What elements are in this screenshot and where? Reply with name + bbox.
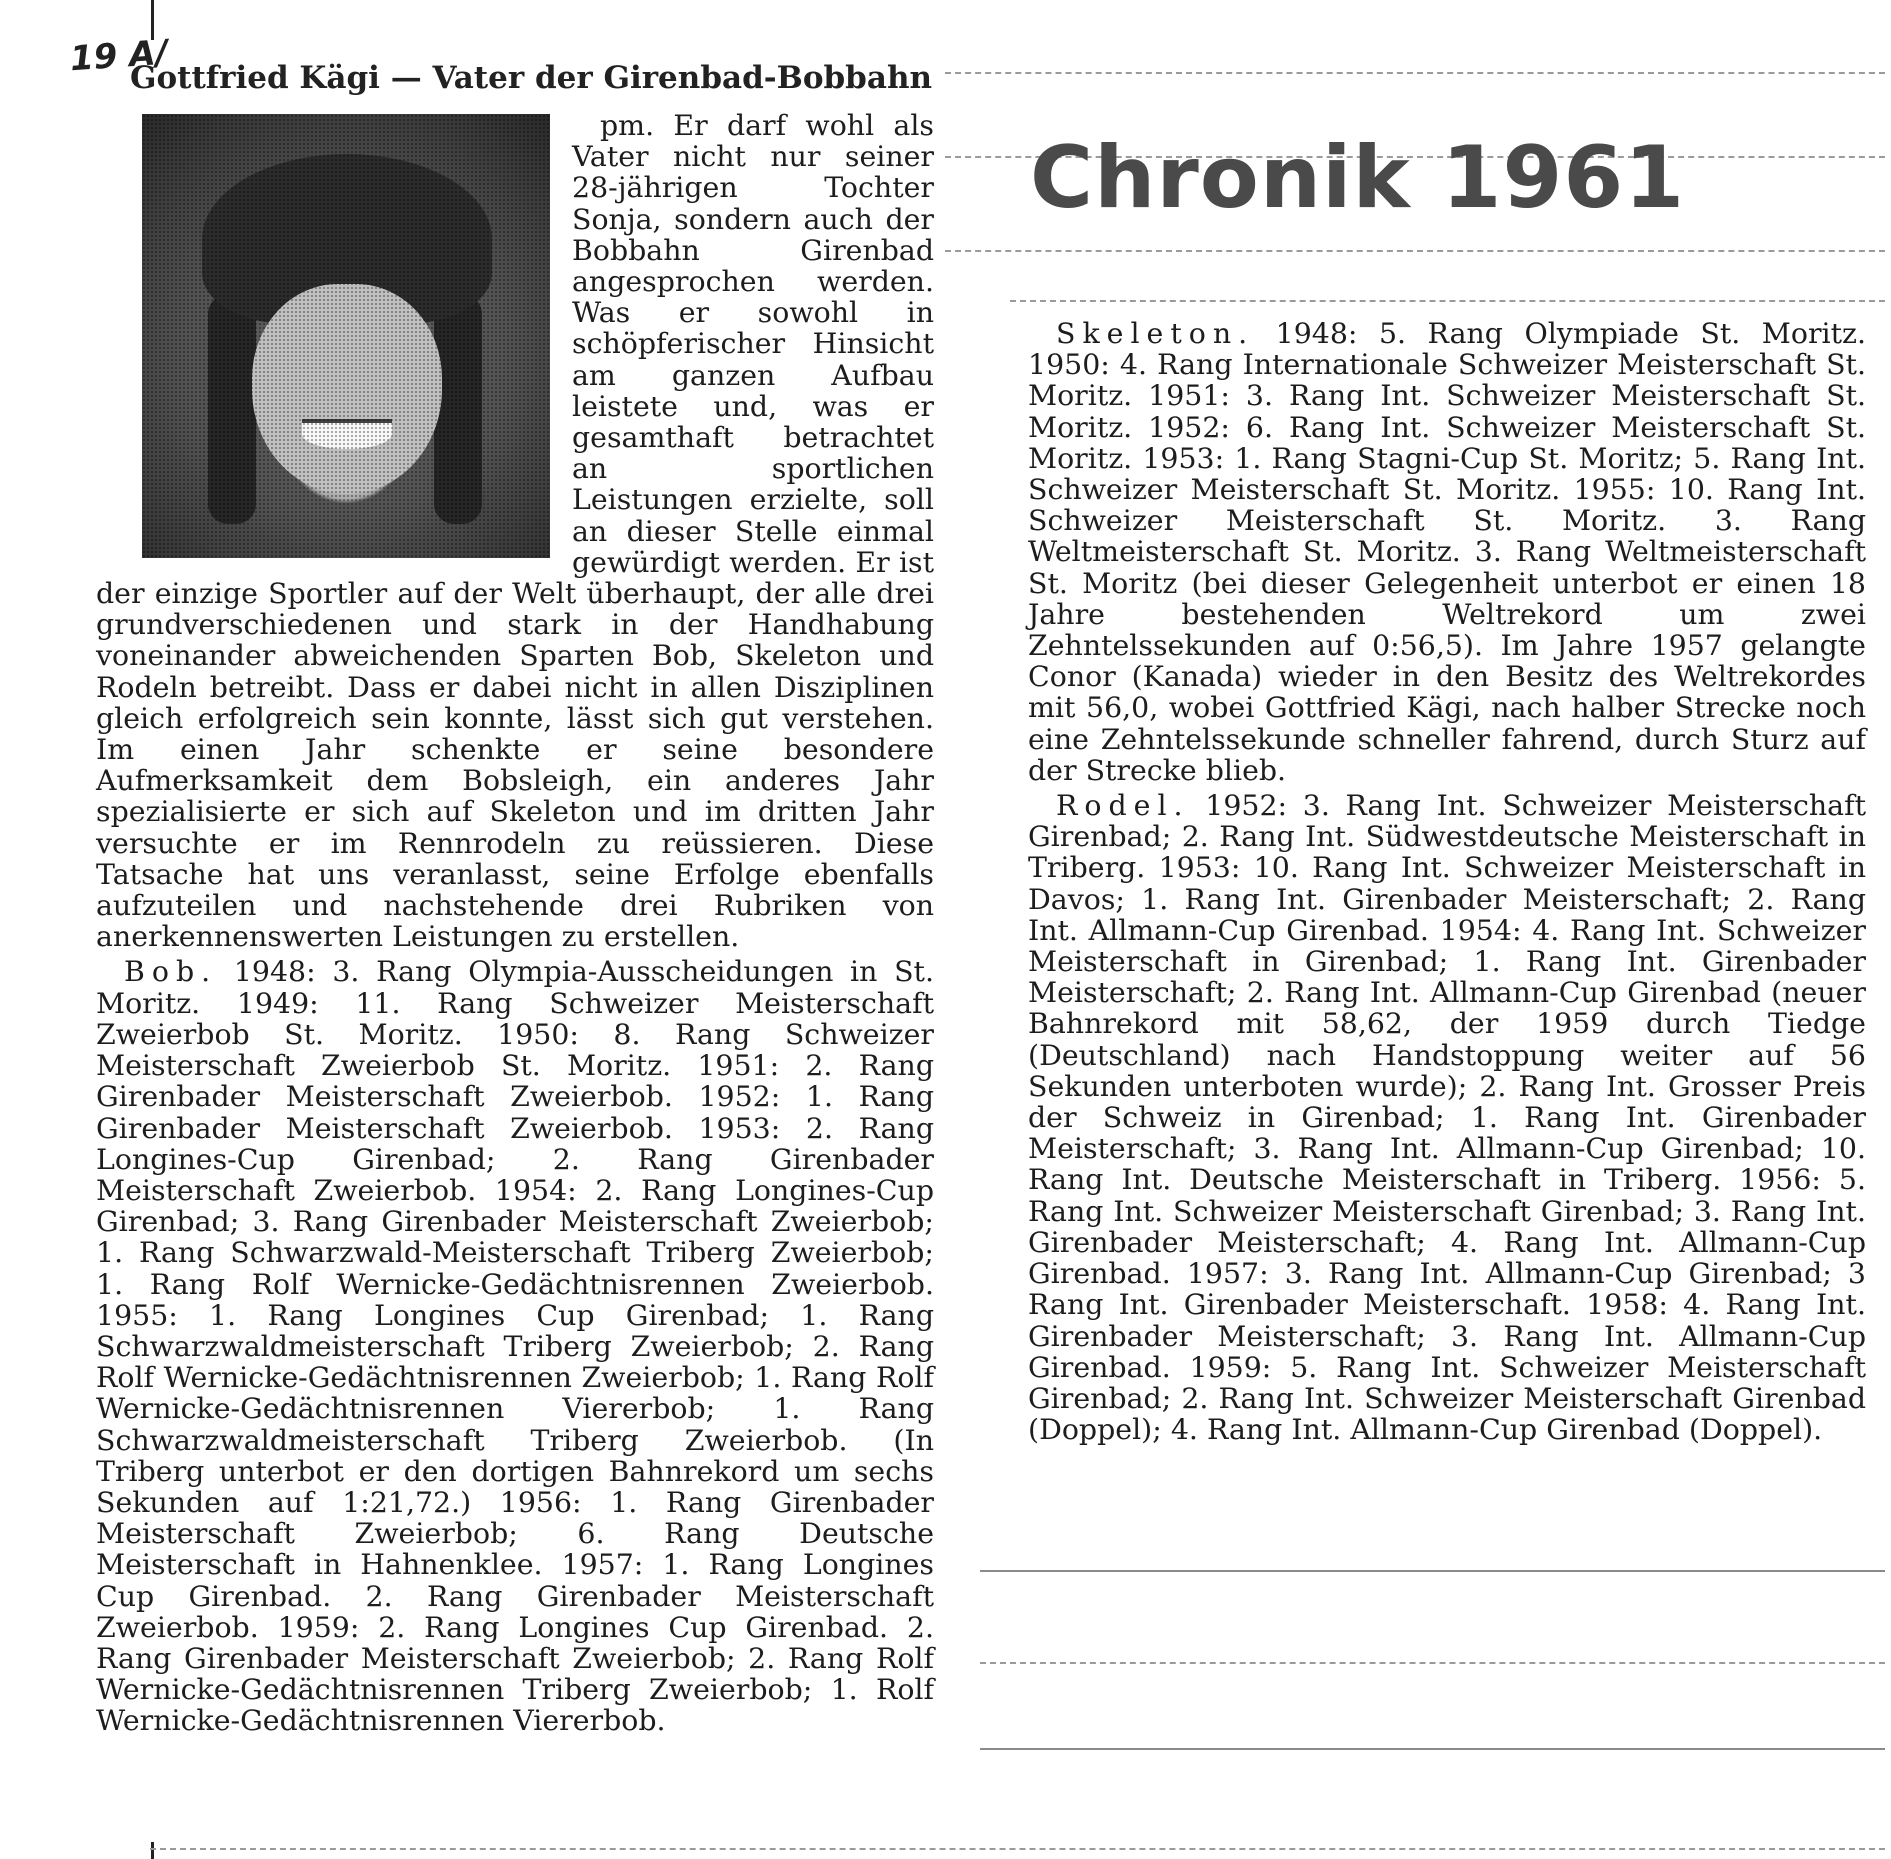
rodel-text: 1952: 3. Rang Int. Schweizer Meisterschaft Girenbad; 2. Rang Int. Südwestdeutsche Meisterschaft in Triberg. 1953: 10. Rang Int. Schweizer Meisterschaft in Davos; 1. Rang Int. Girenbader Meisterschaft; 2. Rang Int. Allmann-Cup Girenbad. 1954: 4. Rang Int. Schweizer Meisterschaft in Girenbad; 1. Rang Int. Girenbader Meisterschaft; 2. Rang Int. Allmann-Cup Girenbad (neuer Bahnrekord mit 58,62, der 1959 durch Tiedge (Deutschland) nach Handstoppung weiter auf 56 Sekunden unterboten wurde); 2. Rang Int. Grosser Preis der Schweiz in Girenbad; 1. Rang Int. Girenbader Meisterschaft; 3. Rang Int. Allmann-Cup Girenbad; 10. Rang Int. Deutsche Meisterschaft in Triberg. 1956: 5. Rang Int. Schweizer Meisterschaft Girenbad; 3. Rang Int. Girenbader Meisterschaft; 4. Rang Int. Allmann-Cup Girenbad. 1957: 3. Rang Int. Allmann-Cup Girenbad; 3 Rang Int. Girenbader Meisterschaft. 1958: 4. Rang Int. Girenbader Meisterschaft; 3. Rang Int. Allmann-Cup Girenbad. 1959: 5. Rang Int. Schweizer Meisterschaft Girenbad; 2. Rang Int. Schweizer Meisterschaft Girenbad (Doppel); 4. Rang Int. Allmann-Cup Girenbad (Doppel). bbox=[1028, 789, 1866, 1447]
article-intro bbox=[96, 110, 934, 952]
handwritten-margin-note: 19 A/ bbox=[68, 32, 170, 80]
skeleton-section bbox=[1028, 318, 1866, 786]
ruled-line bbox=[980, 1662, 1885, 1664]
chronik-title: Chronik 1961 bbox=[1030, 128, 1686, 228]
intro-text: pm. Er darf wohl als Vater nicht nur seiner 28-jährigen Tochter Sonja, sondern auch der Bobbahn Girenbad angesprochen werden. Was er sowohl in schöpferischer Hinsicht am ganzen Aufbau leistete und, was er gesamthaft betrachtet an sportlichen Leistungen erzielte, soll an dieser Stelle einmal gewürdigt werden. Er ist der einzige Sportler auf der Welt überhaupt, der alle drei grundverschiedenen und stark in der Handhabung voneinander abweichenden Sparten Bob, Skeleton und Rodeln betreibt. Dass er dabei nicht in allen Disziplinen gleich erfolgreich sein konnte, lässt sich gut verstehen. Im einen Jahr schenkte er seine besondere Aufmerksamkeit dem Bobsleigh, ein anderes Jahr spezialisierte er sich auf Skeleton und im dritten Jahr versuchte er im Rennrodeln zu reüssieren. Diese Tatsache hat uns veranlasst, seine Erfolge ebenfalls aufzuteilen und nachstehende drei Rubriken von anerkennenswerten Leistungen zu erstellen. bbox=[96, 109, 934, 954]
bob-section bbox=[96, 956, 934, 1736]
ruled-line bbox=[980, 1570, 1885, 1572]
ruled-line bbox=[980, 1748, 1885, 1750]
rodel-label: Rodel. bbox=[1056, 789, 1190, 823]
halftone-overlay bbox=[142, 114, 550, 558]
skeleton-label: Skeleton. bbox=[1056, 317, 1255, 350]
skeleton-text: 1948: 5. Rang Olympiade St. Moritz. 1950: 4. Rang Internationale Schweizer Meisterschaft St. Moritz. 1951: 3. Rang Int. Schweizer Meisterschaft St. Moritz. 1952: 6. Rang Int. Schweizer Meisterschaft St. Moritz. 1953: 1. Rang Stagni-Cup St. Moritz; 5. Rang Int. Schweizer Meisterschaft St. Moritz. 1955: 10. Rang Int. Schweizer Meisterschaft St. Moritz. 3. Rang Weltmeisterschaft St. Moritz. 3. Rang Weltmeisterschaft St. Moritz (bei dieser Gelegenheit unterbot er einen 18 Jahre bestehenden Weltrekord um zwei Zehntelssekunden auf 0:56,5). Im Jahre 1957 gelangte Conor (Kanada) wieder in den Besitz des Weltrekordes mit 56,0, wobei Gottfried Kägi, nach halber Strecke noch eine Zehntelssekunde schneller fahrend, durch Sturz auf der Strecke blieb. bbox=[1028, 317, 1866, 787]
ruled-line bbox=[945, 250, 1885, 252]
margin-mark-bottom bbox=[151, 1842, 154, 1859]
bob-text: 1948: 3. Rang Olympia-Ausscheidungen in St. Moritz. 1949: 11. Rang Schweizer Meisterschaft Zweierbob St. Moritz. 1950: 8. Rang Schweizer Meisterschaft Zweierbob St. Moritz. 1951: 2. Rang Girenbader Meisterschaft Zweierbob. 1952: 1. Rang Girenbader Meisterschaft Zweierbob. 1953: 2. Rang Longines-Cup Girenbad; 2. Rang Girenbader Meisterschaft Zweierbob. 1954: 2. Rang Longines-Cup Girenbad; 3. Rang Girenbader Meisterschaft Zweierbob; 1. Rang Schwarzwald-Meisterschaft Triberg Zweierbob; 1. Rang Rolf Wernicke-Gedächtnisrennen Zweierbob. 1955: 1. Rang Longines Cup Girenbad; 1. Rang Schwarzwaldmeisterschaft Triberg Zweierbob; 2. Rang Rolf Wernicke-Gedächtnisrennen Zweierbob; 1. Rang Rolf Wernicke-Gedächtnisrennen Viererbob; 1. Rang Schwarzwaldmeisterschaft Triberg Zweierbob. (In Triberg unterbot er den dortigen Bahnrekord um sechs Sekunden auf 1:21,72.) 1956: 1. Rang Girenbader Meisterschaft Zweierbob; 6. Rang Deutsche Meisterschaft in Hahnenklee. 1957: 1. Rang Longines Cup Girenbad. 2. Rang Girenbader Meisterschaft Zweierbob. 1959: 2. Rang Longines Cup Girenbad. 2. Rang Girenbader Meisterschaft Zweierbob; 2. Rang Rolf Wernicke-Gedächtnisrennen Triberg Zweierbob; 1. Rolf Wernicke-Gedächtnisrennen Viererbob. bbox=[96, 955, 934, 1738]
ruled-line bbox=[150, 1848, 1885, 1850]
article-left-column bbox=[96, 110, 934, 1737]
ruled-line bbox=[945, 72, 1885, 74]
article-right-column bbox=[1028, 318, 1866, 1445]
article-headline: Gottfried Kägi — Vater der Girenbad-Bobbahn bbox=[130, 60, 933, 96]
rodel-section bbox=[1028, 790, 1866, 1445]
bob-label: Bob. bbox=[124, 955, 218, 989]
portrait-photo bbox=[142, 114, 550, 558]
ruled-line bbox=[1010, 300, 1885, 302]
